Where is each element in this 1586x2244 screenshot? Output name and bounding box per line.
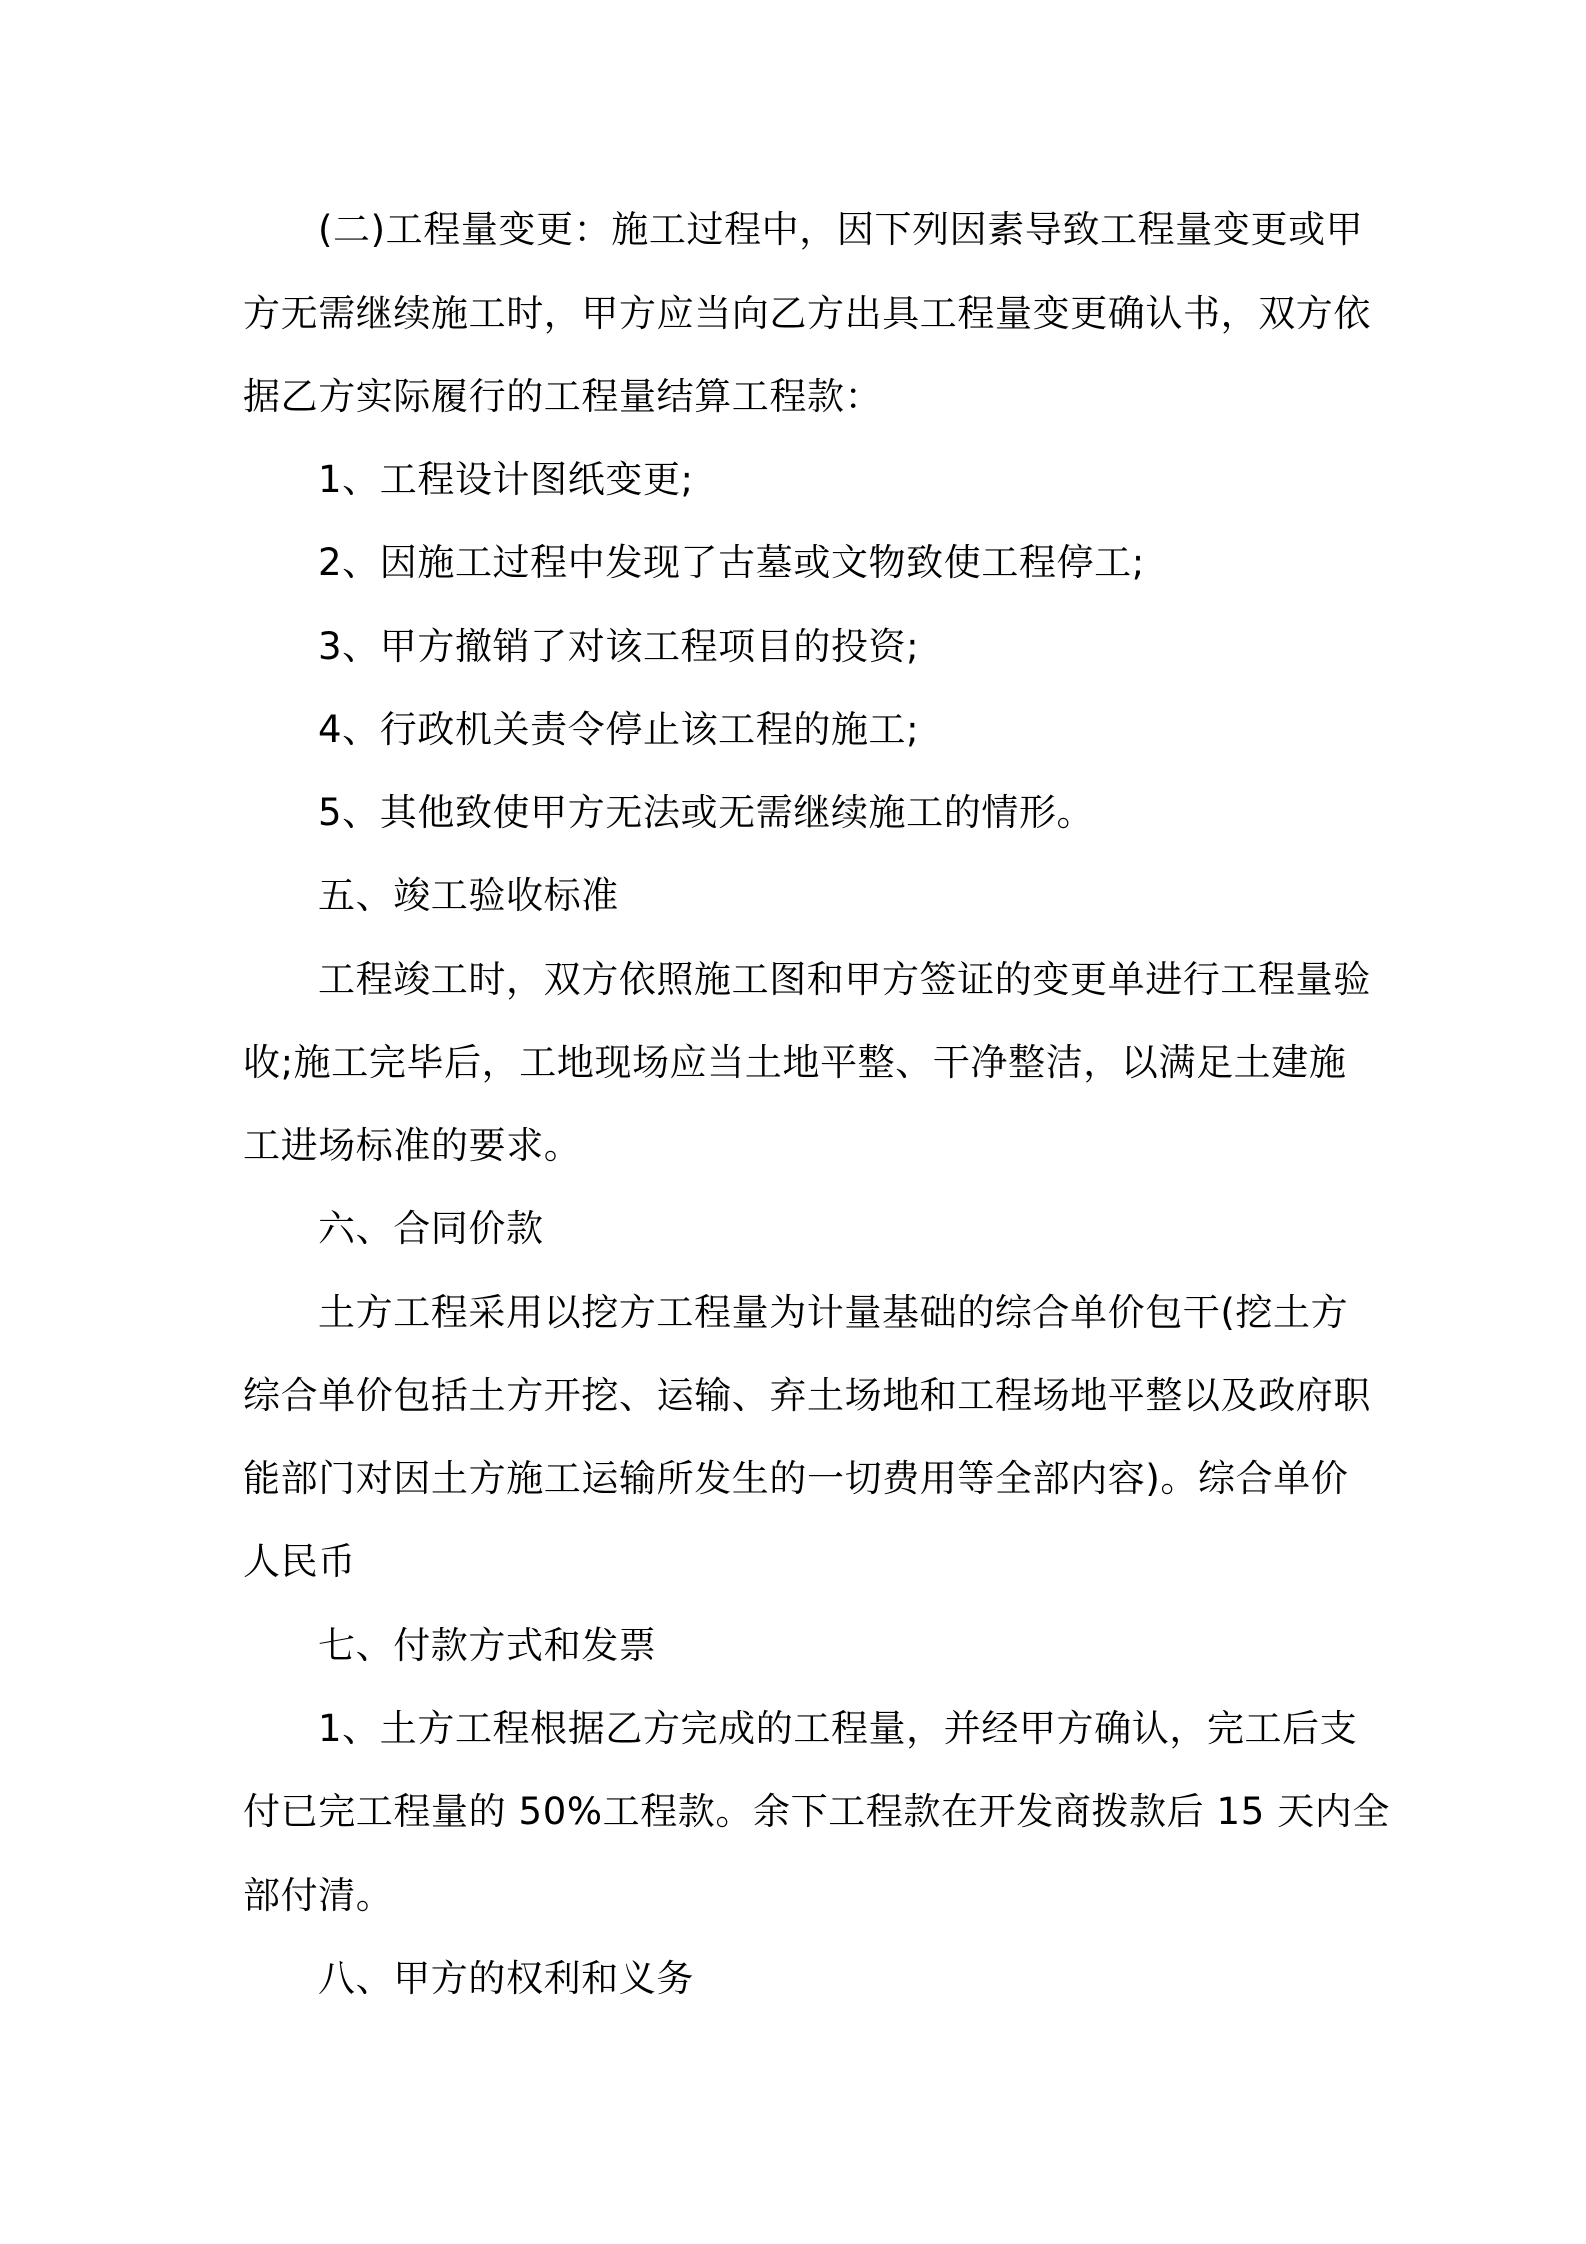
section-heading: 七、付款方式和发票 xyxy=(318,1624,657,1667)
paragraph-line: 综合单价包括土方开挖、运输、弃土场地和工程场地平整以及政府职 xyxy=(243,1374,1371,1417)
paragraph-line: 工程竣工时，双方依照施工图和甲方签证的变更单进行工程量验 xyxy=(318,958,1371,1001)
list-item: 4、行政机关责令停止该工程的施工; xyxy=(318,708,920,751)
paragraph-line: 部付清。 xyxy=(243,1874,394,1917)
paragraph-line: 1、土方工程根据乙方完成的工程量，并经甲方确认，完工后支 xyxy=(318,1707,1358,1750)
paragraph-line: 方无需继续施工时，甲方应当向乙方出具工程量变更确认书，双方依 xyxy=(243,292,1371,335)
list-item: 1、工程设计图纸变更; xyxy=(318,458,694,501)
paragraph-line: 工进场标准的要求。 xyxy=(243,1124,582,1167)
paragraph-line: 据乙方实际履行的工程量结算工程款： xyxy=(243,375,883,418)
paragraph-line: 能部门对因土方施工运输所发生的一切费用等全部内容)。综合单价 xyxy=(243,1457,1349,1500)
paragraph-line: 土方工程采用以挖方工程量为计量基础的综合单价包干(挖土方 xyxy=(318,1291,1349,1334)
section-heading: 五、竣工验收标准 xyxy=(318,874,619,917)
list-item: 5、其他致使甲方无法或无需继续施工的情形。 xyxy=(318,791,1095,834)
section-heading: 六、合同价款 xyxy=(318,1207,544,1250)
paragraph-line: 付已完工程量的 50%工程款。余下工程款在开发商拨款后 15 天内全 xyxy=(243,1790,1391,1833)
paragraph-line: 收;施工完毕后，工地现场应当土地平整、干净整洁，以满足土建施 xyxy=(243,1041,1347,1084)
section-heading: 八、甲方的权利和义务 xyxy=(318,1957,694,2000)
list-item: 2、因施工过程中发现了古墓或文物致使工程停工; xyxy=(318,541,1145,584)
paragraph-line: (二)工程量变更：施工过程中，因下列因素导致工程量变更或甲 xyxy=(318,208,1364,251)
paragraph-line: 人民币 xyxy=(243,1540,356,1583)
list-item: 3、甲方撤销了对该工程项目的投资; xyxy=(318,625,920,668)
